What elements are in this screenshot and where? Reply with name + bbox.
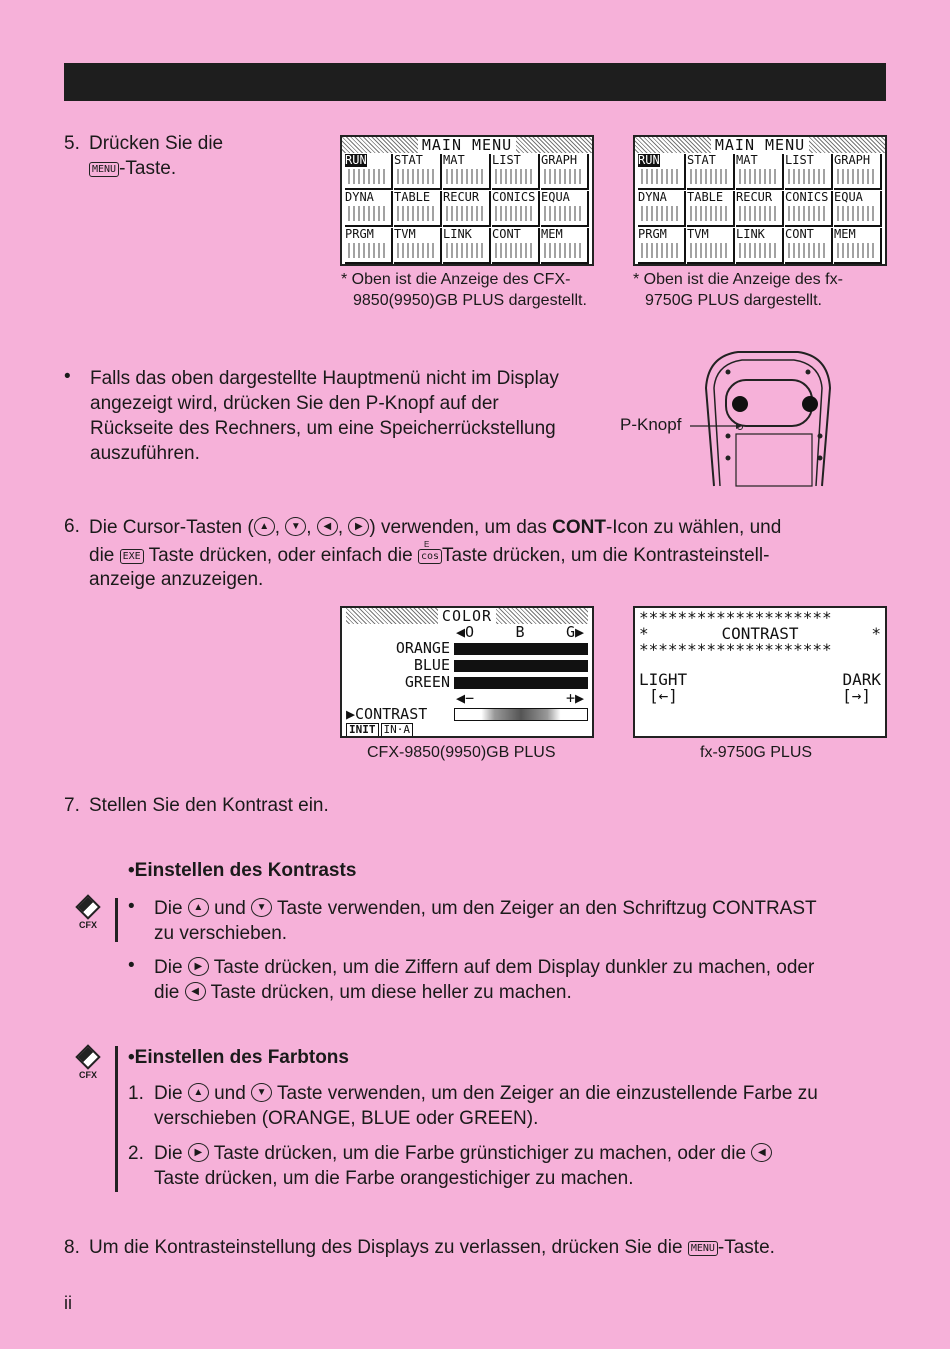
menu-icon-list: LIST	[785, 154, 833, 190]
arrow-keys-row: [←] [→]	[649, 686, 871, 705]
contrast-stars-bottom: ********************	[639, 640, 832, 659]
down-arrow-key-icon: ▼	[251, 898, 272, 917]
init-fkey: INIT	[346, 723, 379, 737]
menu-icon-equa: EQUA	[834, 191, 882, 227]
kontrast-bullet-2: Die ▶ Taste drücken, um die Ziffern auf dem Display dunkler zu machen, oder die ◀ Taste drücken, um diese heller zu machen.	[154, 957, 815, 1003]
menu-key-icon: MENU	[89, 162, 119, 177]
step-5-line1: Drücken Sie die	[89, 133, 224, 154]
menu-icon-link: LINK	[736, 228, 784, 264]
page-number: ii	[64, 1293, 72, 1313]
cfx-badge: CFX	[73, 1048, 103, 1080]
contrast-screen-caption: fx-9750G PLUS	[700, 744, 813, 761]
cfx-vertical-rule	[115, 898, 118, 942]
menu-icon-conics: CONICS	[492, 191, 540, 227]
menu-icon-prgm: PRGM	[345, 228, 393, 264]
step-8-text: Um die Kontrasteinstellung des Displays zu verlassen, drücken Sie die MENU -Taste.	[89, 1237, 775, 1258]
farbton-item-1-number: 1.	[128, 1083, 144, 1104]
color-row-orange: ORANGE	[346, 641, 588, 656]
color-screen	[340, 606, 594, 738]
main-menu-grid	[342, 153, 592, 265]
color-screen-caption: CFX-9850(9950)GB PLUS	[367, 744, 556, 761]
main-menu-screen-cfx	[340, 135, 594, 266]
step-6-number: 6.	[64, 516, 80, 537]
up-arrow-key-icon: ▲	[254, 517, 275, 536]
left-arrow-key-icon: ◀	[185, 982, 206, 1001]
up-arrow-key-icon: ▲	[188, 898, 209, 917]
cos-key-superscript: E	[423, 540, 430, 549]
step-7-number: 7.	[64, 795, 80, 816]
cfx-vertical-rule	[115, 1046, 118, 1192]
step-5-line2: -Taste.	[119, 158, 177, 179]
color-title: COLOR	[346, 608, 588, 624]
color-row-green: GREEN	[346, 675, 588, 690]
kontrast-heading: •Einstellen des Kontrasts	[128, 860, 357, 881]
step-8-number: 8.	[64, 1237, 80, 1258]
menu-icon-equa: EQUA	[541, 191, 589, 227]
right-arrow-key-icon: ▶	[188, 957, 209, 976]
menu-icon-dyna: DYNA	[638, 191, 686, 227]
cos-key-icon: cos	[418, 549, 442, 564]
color-row-blue: BLUE	[346, 658, 588, 673]
up-arrow-key-icon: ▲	[188, 1083, 209, 1102]
menu-icon-run: RUN	[638, 154, 686, 190]
step-6-text: Die Cursor-Tasten ( ▲ , ▼ , ◀ , ▶ ) verwenden, um das CONT-Icon zu wählen, und die EXE Taste drücken, oder einfach die E cos Taste drücken, um die Kontrasteinstell- anzeige anzuzeigen.	[89, 517, 782, 590]
calculator-back-illustration	[688, 348, 848, 488]
menu-icon-recur: RECUR	[736, 191, 784, 227]
color-scale: ◀O B G▶	[456, 623, 584, 641]
menu-icon-list: LIST	[492, 154, 540, 190]
menu-icon-mat: MAT	[443, 154, 491, 190]
down-arrow-key-icon: ▼	[285, 517, 306, 536]
menu-icon-tvm: TVM	[394, 228, 442, 264]
menu-icon-mat: MAT	[736, 154, 784, 190]
menu-icon-run: RUN	[345, 154, 393, 190]
contrast-stars-top: ********************	[639, 608, 832, 627]
bullet: •	[64, 366, 71, 387]
farbton-item-2-number: 2.	[128, 1143, 144, 1164]
step-5-number: 5.	[64, 133, 80, 154]
light-dark-row: LIGHT DARK	[639, 670, 881, 689]
cfx-badge: CFX	[73, 898, 103, 930]
header-bar	[64, 63, 886, 101]
menu-icon-prgm: PRGM	[638, 228, 686, 264]
contrast-screen	[633, 606, 887, 738]
menu-icon-link: LINK	[443, 228, 491, 264]
menu-icon-cont: CONT	[785, 228, 833, 264]
function-keys	[346, 723, 588, 737]
menu-icon-table: TABLE	[394, 191, 442, 227]
exe-key-icon: EXE	[120, 549, 144, 564]
main-menu-screen-fx	[633, 135, 887, 266]
menu-icon-recur: RECUR	[443, 191, 491, 227]
farbton-item-1: Die ▲ und ▼ Taste verwenden, um den Zeiger an die einzustellende Farbe zu verschieben (ORANGE, BLUE oder GREEN).	[154, 1083, 818, 1129]
main-menu-title: MAIN MENU	[342, 137, 592, 153]
menu-icon-stat: STAT	[394, 154, 442, 190]
menu-icon-tvm: TVM	[687, 228, 735, 264]
farbton-item-2: Die ▶ Taste drücken, um die Farbe grünstichiger zu machen, oder die ◀ Taste drücken, um die Farbe orangestichiger zu machen.	[154, 1141, 772, 1191]
cfx-diamond-icon	[75, 1044, 100, 1069]
cfx-diamond-icon	[75, 894, 100, 919]
menu-icon-cont: CONT	[492, 228, 540, 264]
down-arrow-key-icon: ▼	[251, 1083, 272, 1102]
menu-key-icon: MENU	[688, 1241, 718, 1256]
caption-fx: * Oben ist die Anzeige des fx- 9750G PLUS dargestellt.	[633, 271, 843, 309]
kontrast-bullet-1: Die ▲ und ▼ Taste verwenden, um den Zeiger an den Schriftzug CONTRAST zu verschieben.	[154, 898, 817, 944]
right-arrow-key-icon: ▶	[348, 517, 369, 536]
menu-icon-mem: MEM	[541, 228, 589, 264]
pknopf-paragraph: Falls das oben dargestellte Hauptmenü nicht im Display angezeigt wird, drücken Sie den P-Knopf auf der Rückseite des Rechners, um eine Speicherrückstellung auszuführen.	[90, 368, 559, 464]
ina-fkey: IN·A	[381, 723, 414, 737]
main-menu-title: MAIN MENU	[635, 137, 885, 153]
step-5-text	[89, 131, 223, 181]
step-7-text: Stellen Sie den Kontrast ein.	[89, 795, 329, 816]
right-arrow-key-icon: ▶	[188, 1143, 209, 1162]
contrast-scale: ◀− +▶	[456, 689, 584, 707]
main-menu-grid	[635, 153, 885, 265]
menu-icon-graph: GRAPH	[541, 154, 589, 190]
menu-icon-mem: MEM	[834, 228, 882, 264]
left-arrow-key-icon: ◀	[317, 517, 338, 536]
contrast-row: ▶CONTRAST	[346, 706, 588, 722]
left-arrow-key-icon: ◀	[751, 1143, 772, 1162]
menu-icon-graph: GRAPH	[834, 154, 882, 190]
contrast-title-row: * CONTRAST *	[639, 624, 881, 643]
menu-icon-table: TABLE	[687, 191, 735, 227]
farbton-heading: •Einstellen des Farbtons	[128, 1047, 349, 1068]
p-knopf-label: P-Knopf	[620, 415, 682, 434]
menu-icon-stat: STAT	[687, 154, 735, 190]
bullet: •	[128, 955, 135, 976]
caption-cfx: * Oben ist die Anzeige des CFX- 9850(9950)GB PLUS dargestellt.	[341, 271, 587, 309]
bullet: •	[128, 896, 135, 917]
menu-icon-conics: CONICS	[785, 191, 833, 227]
menu-icon-dyna: DYNA	[345, 191, 393, 227]
